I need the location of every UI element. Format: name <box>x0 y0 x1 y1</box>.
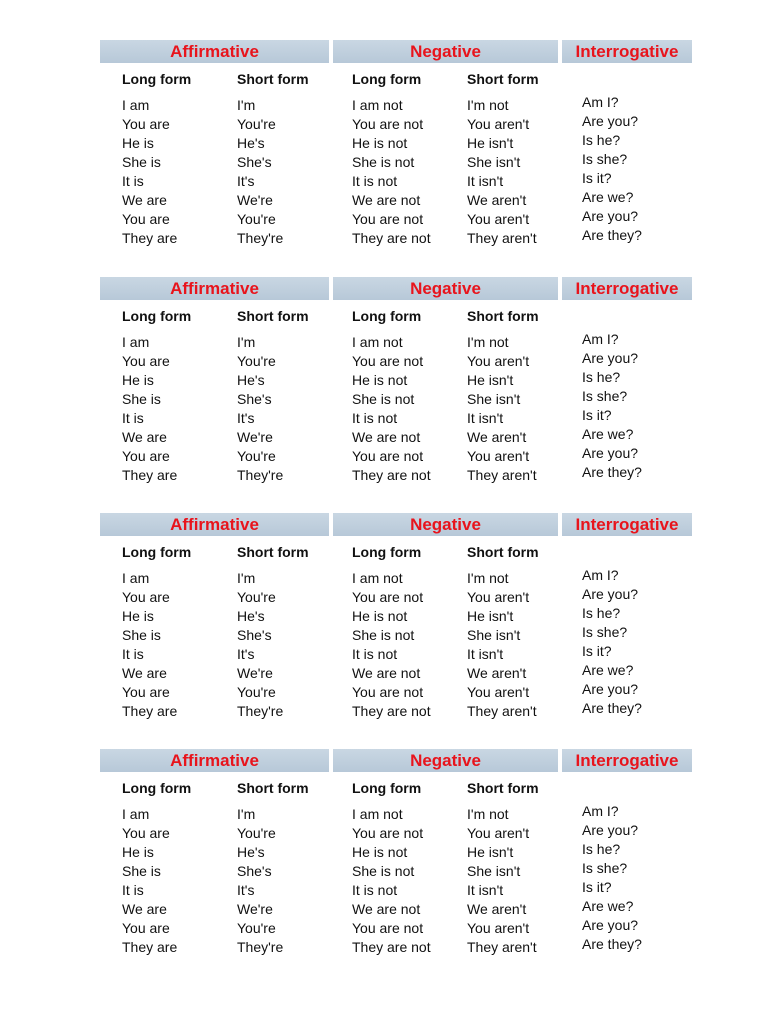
table-cell: We aren't <box>467 429 527 445</box>
interrogative-column <box>582 566 642 718</box>
table-cell: They're <box>237 939 284 955</box>
interrogative-column <box>582 93 642 245</box>
table-cell: We are <box>122 665 167 681</box>
table-cell: He is not <box>352 372 408 388</box>
table-cell: Am I? <box>582 567 619 583</box>
table-cell: We are <box>122 192 167 208</box>
table-cell: He isn't <box>467 844 514 860</box>
negative-long-form-heading: Long form <box>352 308 422 324</box>
table-cell: He is not <box>352 608 408 624</box>
table-cell: They're <box>237 230 284 246</box>
table-cell: They're <box>237 703 284 719</box>
table-cell: We are <box>122 901 167 917</box>
table-cell: She's <box>237 863 272 879</box>
table-cell: You aren't <box>467 825 530 841</box>
interrogative-header: Interrogative <box>562 749 692 772</box>
table-cell: She is not <box>352 154 415 170</box>
affirmative-short-form-heading: Short form <box>237 780 309 796</box>
table-cell: You're <box>237 211 276 227</box>
table-cell: Is she? <box>582 151 628 167</box>
table-cell: They aren't <box>467 703 537 719</box>
table-cell: We are not <box>352 429 421 445</box>
affirmative-long-column <box>122 333 177 485</box>
affirmative-short-form-heading: Short form <box>237 71 309 87</box>
table-cell: You aren't <box>467 684 530 700</box>
table-cell: She is <box>122 863 161 879</box>
table-cell: They are <box>122 467 178 483</box>
table-cell: You are not <box>352 684 424 700</box>
table-cell: He is not <box>352 135 408 151</box>
table-cell: Are you? <box>582 113 639 129</box>
table-cell: You are <box>122 211 170 227</box>
table-cell: You are <box>122 353 170 369</box>
table-cell: Are you? <box>582 681 639 697</box>
table-cell: They are not <box>352 939 431 955</box>
table-cell: They are <box>122 939 178 955</box>
table-cell: He's <box>237 135 265 151</box>
table-cell: We're <box>237 192 273 208</box>
table-cell: He is <box>122 372 154 388</box>
table-cell: It is not <box>352 410 398 426</box>
table-cell: It isn't <box>467 410 504 426</box>
table-cell: They are not <box>352 230 431 246</box>
interrogative-column <box>582 802 642 954</box>
table-cell: You aren't <box>467 116 530 132</box>
table-cell: We are <box>122 429 167 445</box>
table-cell: It isn't <box>467 646 504 662</box>
verb-table-4 <box>100 749 692 959</box>
table-cell: You are <box>122 684 170 700</box>
table-cell: You're <box>237 684 276 700</box>
table-cell: She's <box>237 154 272 170</box>
table-cell: He's <box>237 608 265 624</box>
table-cell: He isn't <box>467 372 514 388</box>
affirmative-header: Affirmative <box>100 277 329 300</box>
table-cell: I am not <box>352 97 403 113</box>
table-cell: She's <box>237 391 272 407</box>
table-cell: Is he? <box>582 841 621 857</box>
table-cell: They are <box>122 703 178 719</box>
table-cell: Is he? <box>582 605 621 621</box>
table-cell: You aren't <box>467 211 530 227</box>
negative-long-form-heading: Long form <box>352 780 422 796</box>
interrogative-column <box>582 330 642 482</box>
table-cell: She's <box>237 627 272 643</box>
affirmative-short-column <box>237 333 283 485</box>
table-cell: I'm not <box>467 570 509 586</box>
table-cell: They are not <box>352 467 431 483</box>
table-cell: It isn't <box>467 882 504 898</box>
table-cell: I am <box>122 570 150 586</box>
table-cell: I'm <box>237 97 256 113</box>
affirmative-long-column <box>122 569 177 721</box>
table-cell: It is not <box>352 173 398 189</box>
affirmative-short-column <box>237 96 283 248</box>
table-cell: He is <box>122 844 154 860</box>
table-cell: I am <box>122 334 150 350</box>
negative-long-form-heading: Long form <box>352 71 422 87</box>
table-cell: Are you? <box>582 586 639 602</box>
affirmative-long-form-heading: Long form <box>122 544 192 560</box>
table-cell: It's <box>237 646 255 662</box>
table-cell: Are we? <box>582 426 634 442</box>
negative-short-column <box>467 805 537 957</box>
table-cell: She isn't <box>467 154 521 170</box>
negative-header: Negative <box>333 40 558 63</box>
table-cell: We aren't <box>467 665 527 681</box>
table-cell: She is not <box>352 863 415 879</box>
table-cell: You are not <box>352 116 424 132</box>
table-cell: Is he? <box>582 132 621 148</box>
table-cell: We're <box>237 665 273 681</box>
table-cell: Is it? <box>582 879 612 895</box>
table-cell: You are <box>122 116 170 132</box>
interrogative-header: Interrogative <box>562 277 692 300</box>
table-cell: I am <box>122 806 150 822</box>
table-cell: Are we? <box>582 189 634 205</box>
table-cell: It is <box>122 173 144 189</box>
table-cell: They are <box>122 230 178 246</box>
negative-short-column <box>467 333 537 485</box>
verb-table-2 <box>100 277 692 487</box>
negative-header: Negative <box>333 749 558 772</box>
table-cell: You aren't <box>467 353 530 369</box>
negative-long-column <box>352 569 431 721</box>
table-cell: You are <box>122 589 170 605</box>
table-cell: It is <box>122 410 144 426</box>
table-cell: You are not <box>352 589 424 605</box>
negative-long-column <box>352 333 431 485</box>
table-cell: Is she? <box>582 388 628 404</box>
table-cell: You are not <box>352 211 424 227</box>
table-cell: You are not <box>352 920 424 936</box>
table-cell: He isn't <box>467 608 514 624</box>
table-cell: We're <box>237 901 273 917</box>
table-cell: Are you? <box>582 208 639 224</box>
negative-short-column <box>467 569 537 721</box>
table-cell: He's <box>237 372 265 388</box>
table-cell: Are they? <box>582 227 642 243</box>
negative-short-form-heading: Short form <box>467 780 539 796</box>
affirmative-long-form-heading: Long form <box>122 71 192 87</box>
table-cell: It isn't <box>467 173 504 189</box>
table-cell: It's <box>237 410 255 426</box>
negative-short-form-heading: Short form <box>467 71 539 87</box>
table-cell: Is she? <box>582 860 628 876</box>
table-cell: It's <box>237 173 255 189</box>
table-cell: You aren't <box>467 920 530 936</box>
table-cell: You are not <box>352 448 424 464</box>
table-cell: I'm <box>237 570 256 586</box>
table-cell: She is <box>122 154 161 170</box>
table-cell: I'm <box>237 806 256 822</box>
table-cell: Is it? <box>582 407 612 423</box>
table-cell: We are not <box>352 665 421 681</box>
table-cell: You aren't <box>467 589 530 605</box>
negative-short-column <box>467 96 537 248</box>
table-cell: It is not <box>352 646 398 662</box>
interrogative-header: Interrogative <box>562 40 692 63</box>
table-cell: I am not <box>352 570 403 586</box>
table-cell: Are they? <box>582 464 642 480</box>
table-cell: Am I? <box>582 803 619 819</box>
table-cell: He is <box>122 608 154 624</box>
table-cell: I am not <box>352 334 403 350</box>
affirmative-long-form-heading: Long form <box>122 308 192 324</box>
negative-long-column <box>352 96 431 248</box>
table-cell: You are <box>122 920 170 936</box>
table-cell: He isn't <box>467 135 514 151</box>
table-cell: They're <box>237 467 284 483</box>
table-cell: Are they? <box>582 936 642 952</box>
table-cell: She is not <box>352 391 415 407</box>
table-cell: I am <box>122 97 150 113</box>
table-cell: Are you? <box>582 822 639 838</box>
table-cell: They aren't <box>467 939 537 955</box>
negative-header: Negative <box>333 513 558 536</box>
table-cell: They aren't <box>467 230 537 246</box>
affirmative-header: Affirmative <box>100 749 329 772</box>
table-cell: Is it? <box>582 643 612 659</box>
interrogative-header: Interrogative <box>562 513 692 536</box>
table-cell: Is she? <box>582 624 628 640</box>
table-cell: They aren't <box>467 467 537 483</box>
table-cell: I'm not <box>467 334 509 350</box>
table-cell: She isn't <box>467 391 521 407</box>
table-cell: Am I? <box>582 331 619 347</box>
table-cell: You're <box>237 920 276 936</box>
table-cell: Is he? <box>582 369 621 385</box>
affirmative-short-column <box>237 569 283 721</box>
table-cell: We're <box>237 429 273 445</box>
table-cell: We aren't <box>467 901 527 917</box>
table-cell: You're <box>237 589 276 605</box>
table-cell: He is <box>122 135 154 151</box>
table-cell: He is not <box>352 844 408 860</box>
table-cell: I am not <box>352 806 403 822</box>
table-cell: Are we? <box>582 898 634 914</box>
table-cell: She is <box>122 627 161 643</box>
table-cell: Are you? <box>582 917 639 933</box>
table-cell: I'm not <box>467 806 509 822</box>
table-cell: He's <box>237 844 265 860</box>
table-cell: You're <box>237 353 276 369</box>
affirmative-header: Affirmative <box>100 40 329 63</box>
table-cell: She is not <box>352 627 415 643</box>
table-cell: You are not <box>352 825 424 841</box>
negative-long-form-heading: Long form <box>352 544 422 560</box>
table-cell: It is not <box>352 882 398 898</box>
table-cell: It is <box>122 882 144 898</box>
table-cell: You are <box>122 825 170 841</box>
table-cell: We are not <box>352 901 421 917</box>
table-cell: She isn't <box>467 863 521 879</box>
table-cell: Is it? <box>582 170 612 186</box>
affirmative-short-form-heading: Short form <box>237 308 309 324</box>
table-cell: It's <box>237 882 255 898</box>
table-cell: You aren't <box>467 448 530 464</box>
verb-table-1 <box>100 40 692 250</box>
affirmative-long-form-heading: Long form <box>122 780 192 796</box>
verb-table-3 <box>100 513 692 723</box>
table-cell: She is <box>122 391 161 407</box>
table-cell: Are they? <box>582 700 642 716</box>
table-cell: I'm not <box>467 97 509 113</box>
affirmative-short-form-heading: Short form <box>237 544 309 560</box>
table-cell: You're <box>237 116 276 132</box>
table-cell: Are you? <box>582 350 639 366</box>
table-cell: You're <box>237 448 276 464</box>
negative-short-form-heading: Short form <box>467 308 539 324</box>
table-cell: You are not <box>352 353 424 369</box>
table-cell: She isn't <box>467 627 521 643</box>
affirmative-header: Affirmative <box>100 513 329 536</box>
table-cell: Am I? <box>582 94 619 110</box>
affirmative-long-column <box>122 805 177 957</box>
table-cell: You're <box>237 825 276 841</box>
table-cell: We are not <box>352 192 421 208</box>
affirmative-short-column <box>237 805 283 957</box>
table-cell: I'm <box>237 334 256 350</box>
table-cell: They are not <box>352 703 431 719</box>
table-cell: You are <box>122 448 170 464</box>
table-cell: Are we? <box>582 662 634 678</box>
table-cell: It is <box>122 646 144 662</box>
negative-short-form-heading: Short form <box>467 544 539 560</box>
affirmative-long-column <box>122 96 177 248</box>
negative-long-column <box>352 805 431 957</box>
negative-header: Negative <box>333 277 558 300</box>
table-cell: We aren't <box>467 192 527 208</box>
table-cell: Are you? <box>582 445 639 461</box>
